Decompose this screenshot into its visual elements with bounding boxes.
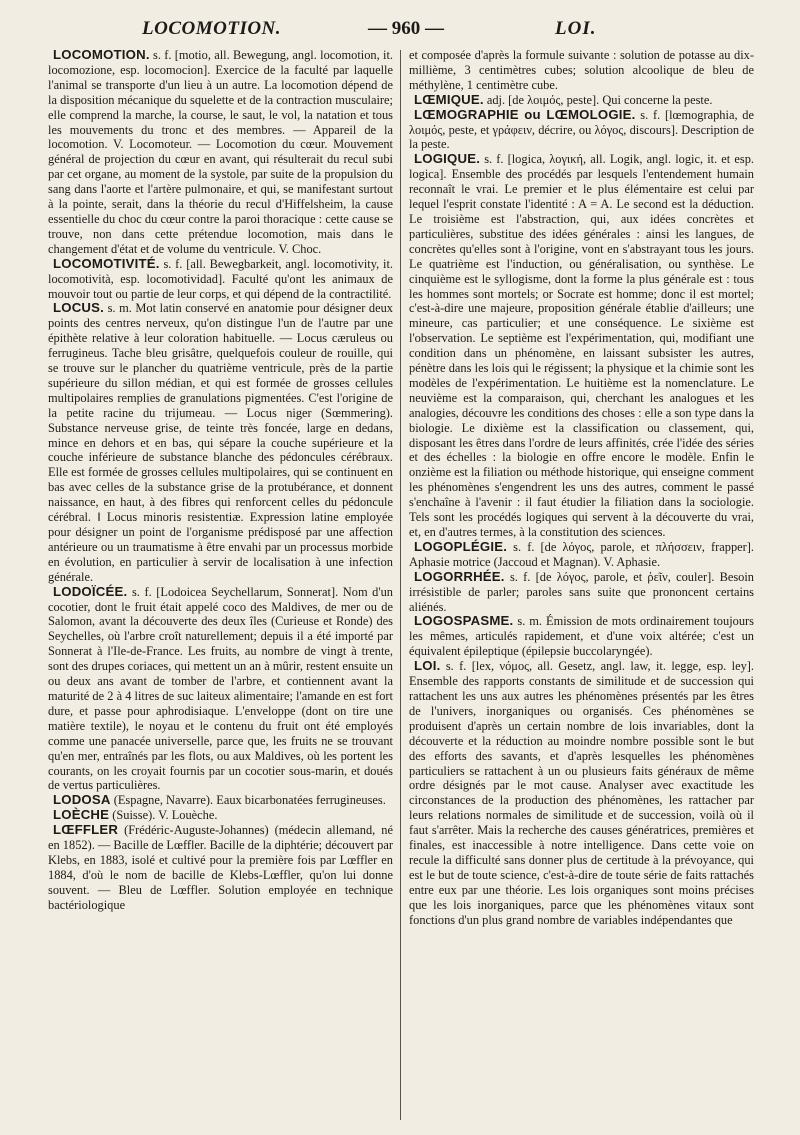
entry-definition: s. f. [motio, all. Bewegung, angl. locomotion, it. locomozione, esp. locomocion]. Exercice de la faculté par laquelle l'animal se transporte d'un lieu à un autre. La locomotion dépend de la disposition mécanique du squelette et de la contraction musculaire; elle comprend la marche, la course, le saut, le vol, la natation et tous les mouvements du tronc et des membres. — Appareil de la locomotion. V. Locomoteur. — Locomotion du cœur. Mouvement général de projection du cœur en avant, qui résulterait du recul subi par cet organe, au moment de la systole, par suite de la propulsion du sang dans l'aorte et l'artère pulmonaire, et qui, se manifestant surtout à la pointe, serait, dans la théorie du recul d'Hiffelsheim, la cause essentielle du choc du cœur contre la paroi thoracique : cette cause se trouve, non dans cette prétendue locomotion, mais dans le changement d'état et de volume du ventricule. V. Choc. xyxy=(48,48,393,256)
entry-headword: LOCUS. xyxy=(53,300,105,316)
entry-headword: LODOÏCÉE. xyxy=(53,583,128,599)
dictionary-entry xyxy=(48,585,393,794)
dictionary-entry xyxy=(48,793,393,808)
entry-headword: LŒMIQUE. xyxy=(414,91,484,107)
entry-definition: s. f. [lex, νόμος, all. Gesetz, angl. law, it. legge, esp. ley]. Ensemble des rapports constants de similitude et de succession qui rattachent les uns aux autres les phénomènes présentés par les êtres de l'univers, inorganiques ou organisés. Ces phénomènes se produisent d'après un certain nombre de lois invariables, dont la découverte et la réduction au moindre nombre possible sont le but des efforts des savants, et d'après lesquelles les phénomènes particuliers se rattachent à un ou plusieurs faits généraux de même ordre désignés par le mot cause. Analyser avec exactitude les circonstances de la production des phénomènes, les rattacher par leurs relations normales de similitude et de succession, voilà où il faut s'arrêter. Mais la recherche des causes génératrices, premières et finales, est inaccessible à notre intelligence. Dans cette voie on recule la difficulté sans donner plus de certitude à la prévoyance, qui est le but de toute science, c'est-à-dire de toute série de faits rattachés entre eux par une théorie. Les lois organiques sont moins précises que les lois inorganiques, parce que les phénomènes vitaux sont fonctions d'un plus grand nombre de variables indépendantes que xyxy=(409,659,754,927)
page-number: — 960 — xyxy=(368,18,444,39)
entry-definition: (Suisse). V. Louèche. xyxy=(112,808,218,823)
dictionary-entry xyxy=(409,152,754,540)
dictionary-entry xyxy=(409,540,754,570)
entry-definition: s. m. Émission de mots ordinairement toujours les mêmes, articulés rapidement, et d'une voix altérée; c'est un équivalent épileptique (épilepsie buccolaryngée). xyxy=(409,614,754,659)
column-divider xyxy=(400,50,401,1120)
entry-definition: (Espagne, Navarre). Eaux bicarbonatées ferrugineuses. xyxy=(113,793,386,808)
entry-headword: LOGOPLÉGIE. xyxy=(414,538,508,554)
header-right-guide-word: LOI. xyxy=(555,18,597,39)
entry-headword: LOCOMOTIVITÉ. xyxy=(53,255,160,271)
entry-definition: s. f. [all. Bewegbarkeit, angl. locomotivity, it. locomotività, esp. locomotividad]. Faculté qu'ont les animaux de mouvoir tout ou partie de leur corps, et qui dépend de la contractilité. xyxy=(48,256,393,301)
right-column xyxy=(409,48,754,1130)
entry-headword: LOI. xyxy=(414,658,441,674)
dictionary-entry xyxy=(48,301,393,584)
dictionary-entry xyxy=(409,614,754,659)
left-column xyxy=(48,48,393,1130)
dictionary-entry xyxy=(48,808,393,823)
entry-definition: adj. [de λοιμός, peste]. Qui concerne la peste. xyxy=(486,92,713,107)
entry-definition: s. m. Mot latin conservé en anatomie pour désigner deux points des centres nerveux, qu'on distingue l'un de l'autre par une épithète relative à leur coloration habituelle. — Locus cæruleus ou ferrugineus. Tache bleu grisâtre, quelquefois couleur de rouille, qui se trouve sur le plancher du quatrième ventricule, près de la partie supérieure du sillon médian, et qui est formée de grosses cellules multipolaires remplies de granulations pigmentées. C'est l'origine de la petite racine du trijumeau. — Locus niger (Sœmmering). Substance nerveuse grise, de teinte très foncée, large en dedans, mince en dehors et en bas, qui sépare la couche supérieure et la couche inférieure de substance blanche des pédoncules cérébraux. Elle est formée de grosses cellules multipolaires, qui se continuent en bas avec celles de la substance grise de la protubérance, et donnent naissance, en haut, à des fibres qui renforcent celles du pédoncule cérébral. ‖ Locus minoris resistentiæ. Expression latine employée pour désigner un point de l'organisme prédisposé par une affection antérieure ou un traumatisme à être envahi par un processus morbide en évolution, en particulier à servir de localisation à une infection générale. xyxy=(48,301,393,584)
dictionary-entry xyxy=(409,108,754,153)
dictionary-entry xyxy=(409,570,754,615)
entry-definition: s. f. [de λόγος, parole, et πλήσσειν, frapper]. Aphasie motrice (Jaccoud et Magnan). V. Aphasie. xyxy=(409,539,754,569)
entry-headword: LOGOSPASME. xyxy=(414,613,514,629)
entry-headword: LOCOMOTION. xyxy=(53,48,150,62)
entry-headword: LŒFFLER xyxy=(53,822,119,838)
entry-definition: s. f. [lœmographia, de λοιμός, peste, et γράφειν, décrire, ou λόγος, discours]. Description de la peste. xyxy=(409,107,754,152)
entry-definition: s. f. [logica, λογική, all. Logik, angl. logic, it. et esp. logica]. Ensemble des procédés par lesquels l'entendement humain reconnaît le vrai. Le premier et le plus élémentaire est celui par lequel l'esprit constate l'identité : A = A. Le second est la déduction. Le troisième est l'abstraction, qui, aux idées concrètes et particulières, substitue des idées générales : ainsi les langues, de concrètes qu'elles sont à l'origine, vont en s'abstrayant tous les jours. Le quatrième est l'induction, ou généralisation, ou synthèse. Le cinquième est le syllogisme, dont la forme la plus générale est : tous les hommes sont mortels; or Socrate est homme; donc il est mortel; c'est-à-dire une majeure, proposition générale établie d'ailleurs; une mineure, cas particulier; et une conséquence. Le sixième est l'observation. Le septième est l'expérimentation, qui, modifiant une condition dans un phénomène, en laissant subsister les autres, pénètre dans les lois qui le régissent; la physique et la chimie sont les modèles de l'expérimentation. Le huitième est la nomenclature. Le neuvième est la comparaison, qui, cherchant les analogues et les analogies, découvre les conditions des choses : elle a son type dans la biologie. Le dixième est la classification ou classement, qui, disposant les êtres dans l'ordre de leurs affinités, crée l'idée des séries et des échelles : la biologie en offre encore le modèle. Enfin le onzième est la filiation ou méthode historique, qui enseigne comment les phénomènes s'engendrent les uns des autres, comment le passé s'enchaîne à l'avenir : il faut étudier la filiation dans la sociologie. Tels sont les procédés logiques qui servent à la découverte du vrai, et, en d'autres termes, à la constitution des sciences. xyxy=(409,152,754,539)
page-header xyxy=(0,12,800,42)
entry-headword: LOÈCHE xyxy=(53,807,110,823)
entry-headword: LŒMOGRAPHIE ou LŒMOLOGIE. xyxy=(414,106,636,122)
entry-headword: LOGIQUE. xyxy=(414,151,481,167)
entry-headword: LODOSA xyxy=(53,792,111,808)
dictionary-entry xyxy=(48,257,393,302)
entry-definition: s. f. [Lodoicea Seychellarum, Sonnerat]. Nom d'un cocotier, dont le fruit était appelé coco des Maldives, de mer ou de Salomon, avant la découverte des deux îles (Curieuse et Ronde) des Seychelles, où l'arbre croît naturellement; depuis il a été importé par Sonnerat à l'Ile-de-France. Les fruits, au nombre de vingt à trente, sont des drupes coriaces, qui mettent un an à mûrir, restent ensuite un ou deux ans avant de tomber de l'arbre, et contiennent avant la maturité de 2 à 4 litres de suc laiteux alimentaire; l'amande en est fort dure, et passe pour aphrodisiaque. L'enveloppe (dont on tire une matière textile), le noyau et le contenu du fruit ont été employés comme une panacée universelle, parce que, les fruits ne se trouvant qu'en mer, entraînés par les flots, ou aux Maldives, où les portent les courants, on les croyait fournis par un cocotier sous-marin, et doués de vertus particulières. xyxy=(48,584,393,793)
dictionary-entry xyxy=(409,659,754,927)
dictionary-entry xyxy=(48,823,393,912)
entry-definition: (Frédéric-Auguste-Johannes) (médecin allemand, né en 1852). — Bacille de Lœffler. Bacille de la diphtérie; découvert par Klebs, en 1883, isolé et cultivé pour la première fois par Lœffler en 1884, d'où le nom de bacille de Klebs-Lœffler, qu'on lui donne souvent. — Bleu de Lœffler. Solution employée en technique bactériologique xyxy=(48,823,393,912)
entry-definition: s. f. [de λόγος, parole, et ῥεῖν, couler]. Besoin irrésistible de parler; paroles sans suite que prononcent certains aliénés. xyxy=(409,569,754,614)
dictionary-entry xyxy=(48,48,393,257)
dictionary-entry xyxy=(409,93,754,108)
entry-definition: et composée d'après la formule suivante : solution de potasse au dix-millième, 3 centimètres cubes; solution alcoolique de bleu de méthylène, 1 centimètre cube. xyxy=(409,48,754,92)
dictionary-entry xyxy=(409,48,754,93)
header-left-guide-word: LOCOMOTION. xyxy=(142,18,282,39)
entry-headword: LOGORRHÉE. xyxy=(414,568,505,584)
